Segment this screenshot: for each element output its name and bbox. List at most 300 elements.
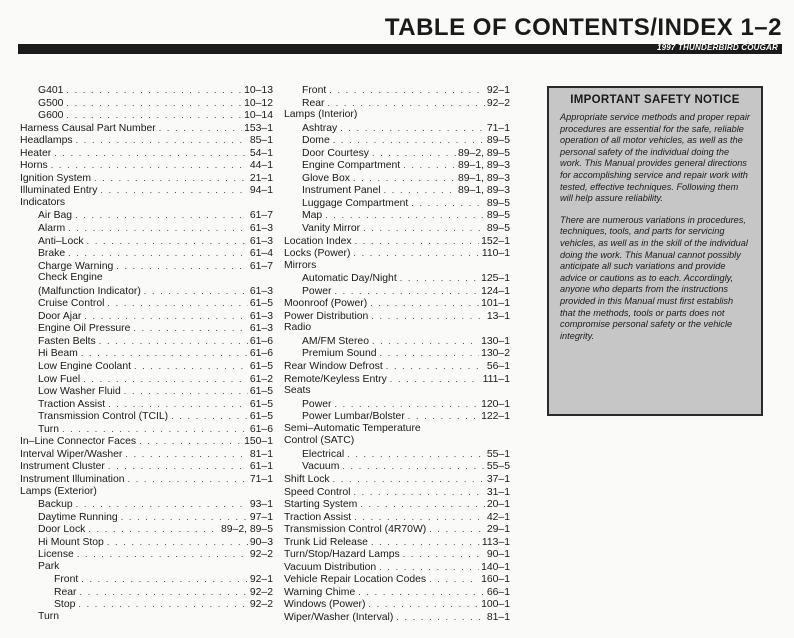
dot-leader	[76, 134, 248, 147]
dot-leader	[363, 222, 485, 235]
index-entry-label: Anti–Lock	[38, 235, 84, 247]
index-entry	[20, 473, 273, 486]
dot-leader	[371, 310, 485, 323]
index-entry-label: G401	[38, 85, 64, 96]
dot-leader	[68, 247, 248, 260]
index-entry-page: 93–1	[249, 499, 273, 511]
dot-leader	[99, 335, 248, 348]
dot-leader	[333, 134, 485, 147]
index-entry-page: 55–5	[486, 461, 510, 473]
index-entry-label: Warning Chime	[284, 586, 356, 598]
dot-leader	[353, 247, 479, 260]
dot-leader	[84, 310, 248, 323]
dot-leader	[68, 222, 248, 235]
index-entry	[284, 84, 510, 97]
index-entry	[20, 285, 273, 298]
dot-leader	[340, 122, 485, 135]
index-entry	[284, 272, 510, 285]
index-entry	[20, 398, 273, 411]
index-entry-label: Heater	[20, 147, 52, 159]
index-entry-label: Power	[302, 285, 332, 297]
index-entry-page: 97–1	[249, 511, 273, 523]
index-entry-label: Automatic Day/Night	[302, 273, 397, 285]
index-entry-page: 90–3	[249, 536, 273, 548]
index-entry-label: Starting System	[284, 499, 358, 511]
dot-leader	[107, 297, 247, 310]
index-entry	[284, 486, 510, 499]
index-entry-label: Power Distribution	[284, 310, 369, 322]
index-entry	[20, 235, 273, 248]
dot-leader	[133, 322, 247, 335]
index-entry-page: 61–5	[249, 398, 273, 410]
index-entry	[20, 272, 273, 285]
index-entry-page: 10–12	[244, 97, 273, 109]
index-entry	[20, 373, 273, 386]
dot-leader	[390, 373, 481, 386]
index-entry-label: Electrical	[302, 448, 345, 460]
index-entry-label: Ashtray	[302, 122, 338, 134]
index-entry-page: 89–1, 89–3	[457, 185, 510, 197]
index-entry	[20, 84, 273, 97]
index-entry-label: Turn	[38, 423, 59, 435]
index-entry-label: Traction Assist	[284, 511, 352, 523]
index-entry-page: 61–6	[249, 348, 273, 360]
dot-leader	[134, 360, 248, 373]
index-entry-label: Vacuum Distribution	[284, 561, 377, 573]
index-entry-label: Low Washer Fluid	[38, 386, 121, 398]
index-entry-page: 101–1	[481, 298, 510, 310]
dot-leader	[379, 561, 479, 574]
index-entry-label: Locks (Power)	[284, 248, 351, 260]
index-entry	[20, 322, 273, 335]
dot-leader	[329, 84, 485, 97]
index-entry-page: 31–1	[486, 486, 510, 498]
index-entry-label: Illuminated Entry	[20, 185, 98, 197]
index-entry-label: Speed Control	[284, 486, 351, 498]
dot-leader	[87, 235, 248, 248]
dot-leader	[429, 573, 479, 586]
index-entry-page: 81–1	[249, 448, 273, 460]
dot-leader	[334, 398, 479, 411]
dot-leader	[139, 435, 242, 448]
index-entry	[284, 172, 510, 185]
index-entry-label: Luggage Compartment	[302, 197, 409, 209]
index-entry-label: Windows (Power)	[284, 599, 366, 611]
index-entry	[284, 561, 510, 574]
index-entry	[20, 486, 273, 499]
index-entry-page: 89–1, 89–3	[457, 172, 510, 184]
index-entry-page: 61–4	[249, 248, 273, 260]
index-entry-label: Door Lock	[38, 524, 86, 536]
index-entry	[284, 122, 510, 135]
index-entry	[20, 222, 273, 235]
index-entry-label: Control (SATC)	[284, 435, 355, 447]
index-entry	[20, 122, 273, 135]
index-entry	[284, 448, 510, 461]
dot-leader	[159, 122, 242, 135]
index-entry-label: Horns	[20, 160, 48, 172]
index-entry	[20, 448, 273, 461]
index-entry-label: Backup	[38, 499, 73, 511]
vehicle-subtitle: 1997 THUNDERBIRD COUGAR	[656, 43, 778, 52]
index-entry-label: Rear	[302, 97, 325, 109]
dot-leader	[66, 97, 242, 110]
dot-leader	[75, 209, 248, 222]
index-entry-page: 61–6	[249, 335, 273, 347]
index-entry-label: Ignition System	[20, 172, 92, 184]
index-entry	[284, 297, 510, 310]
dot-leader	[81, 573, 248, 586]
index-entry	[284, 385, 510, 398]
index-entry-page: 55–1	[486, 448, 510, 460]
dot-leader	[77, 548, 248, 561]
index-entry-label: Hi Beam	[38, 348, 78, 360]
index-entry	[20, 347, 273, 360]
index-entry	[284, 260, 510, 273]
index-entry-label: Vacuum	[302, 461, 340, 473]
index-entry	[284, 435, 510, 448]
index-entry-page: 61–3	[249, 235, 273, 247]
index-entry-label: Charge Warning	[38, 260, 114, 272]
index-entry	[20, 335, 273, 348]
index-entry	[20, 310, 273, 323]
index-entry-page: 89–5	[486, 197, 510, 209]
index-entry	[284, 159, 510, 172]
index-entry-label: Trunk Lid Release	[284, 536, 368, 548]
index-entry-page: 61–5	[249, 361, 273, 373]
dot-leader	[78, 598, 248, 611]
index-entry-label: Mirrors	[284, 259, 317, 271]
index-entry	[20, 586, 273, 599]
index-entry-label: Stop	[54, 599, 76, 611]
index-entry	[20, 134, 273, 147]
dot-leader	[108, 460, 248, 473]
index-entry-page: 61–3	[249, 285, 273, 297]
index-entry	[284, 197, 510, 210]
index-entry	[20, 561, 273, 574]
dot-leader	[107, 536, 248, 549]
dot-leader	[396, 611, 485, 624]
dot-leader	[121, 511, 248, 524]
dot-leader	[88, 523, 219, 536]
index-entry-label: G500	[38, 97, 64, 109]
index-entry-page: 120–1	[481, 398, 510, 410]
index-entry-label: Brake	[38, 248, 66, 260]
safety-notice-paragraph-2: There are numerous variations in procedures, techniques, tools, and parts for servicing vehicles, as well as in the skill of the individual doing the work. This Manual cannot possibly anticipate all such variations and provide advice or cautions as to each. Accordingly, anyone who departs from the instructions provided in this Manual must first establish that the methods, tools or parts does not compromise personal safety or the vehicle integrity.	[560, 214, 748, 341]
index-entry-page: 140–1	[481, 561, 510, 573]
dot-leader	[384, 184, 456, 197]
index-entry	[284, 586, 510, 599]
index-entry-page: 122–1	[481, 411, 510, 423]
index-entry	[20, 511, 273, 524]
index-entry	[284, 335, 510, 348]
index-entry	[284, 373, 510, 386]
index-entry	[284, 536, 510, 549]
index-entry-page: 92–2	[486, 97, 510, 109]
index-entry-page: 89–5	[486, 223, 510, 235]
index-entry-label: Location Index	[284, 235, 352, 247]
index-entry-page: 61–5	[249, 411, 273, 423]
index-entry	[284, 498, 510, 511]
index-entry-label: Turn/Stop/Hazard Lamps	[284, 549, 400, 561]
index-entry	[20, 172, 273, 185]
index-entry	[284, 322, 510, 335]
dot-leader	[125, 448, 247, 461]
index-entry-label: Harness Causal Part Number	[20, 122, 156, 134]
index-entry-page: 150–1	[244, 436, 273, 448]
index-entry	[284, 460, 510, 473]
index-entry-label: Semi–Automatic Temperature	[284, 422, 421, 434]
index-entry-label: Check Engine	[38, 272, 103, 284]
safety-notice-paragraph-1: Appropriate service methods and proper repair procedures are essential for the safe, reliable operation of all motor vehicles, as well as the personal safety of the individual doing the work. This Manual provides general directions for accomplishing service and repair work with tested, effective techniques. Following them will help assure reliability.	[560, 112, 750, 204]
dot-leader	[80, 586, 248, 599]
index-entry	[284, 97, 510, 110]
index-entry-page: 61–7	[249, 260, 273, 272]
dot-leader	[358, 586, 485, 599]
index-entry-label: Instrument Illumination	[20, 473, 125, 485]
index-entry	[284, 548, 510, 561]
dot-leader	[360, 498, 485, 511]
dot-leader	[400, 272, 479, 285]
index-entry	[284, 109, 510, 122]
index-entry-label: Vanity Mirror	[302, 223, 361, 235]
index-entry-label: Instrument Cluster	[20, 461, 105, 473]
index-entry-label: Rear	[54, 586, 77, 598]
dot-leader	[128, 473, 248, 486]
index-entry-label: In–Line Connector Faces	[20, 436, 137, 448]
index-entry	[20, 159, 273, 172]
index-entry	[284, 473, 510, 486]
index-entry	[20, 410, 273, 423]
index-entry-page: 153–1	[244, 122, 273, 134]
index-entry-label: Headlamps	[20, 135, 73, 147]
index-entry-page: 81–1	[486, 611, 510, 623]
index-entry-label: Rear Window Defrost	[284, 361, 383, 373]
index-entry-label: Low Engine Coolant	[38, 361, 132, 373]
index-entry-label: Front	[302, 85, 327, 96]
index-entry	[20, 197, 273, 210]
dot-leader	[347, 448, 485, 461]
index-entry-page: 94–1	[249, 185, 273, 197]
index-entry-page: 61–3	[249, 310, 273, 322]
index-entry-page: 10–13	[244, 85, 273, 96]
dot-leader	[403, 159, 456, 172]
safety-notice-title: IMPORTANT SAFETY NOTICE	[570, 94, 740, 106]
index-entry	[284, 611, 510, 624]
index-entry-label: Alarm	[38, 223, 66, 235]
dot-leader	[328, 97, 485, 110]
dot-leader	[380, 347, 480, 360]
index-entry-label: Door Courtesy	[302, 147, 369, 159]
index-entry-label: Instrument Panel	[302, 185, 381, 197]
index-entry-page: 124–1	[481, 285, 510, 297]
index-entry	[20, 536, 273, 549]
dot-leader	[372, 147, 456, 160]
index-entry-page: 71–1	[486, 122, 510, 134]
index-entry	[284, 147, 510, 160]
dot-leader	[94, 172, 248, 185]
index-entry-page: 130–1	[481, 335, 510, 347]
dot-leader	[368, 598, 479, 611]
index-entry	[284, 410, 510, 423]
index-entry-label: Fasten Belts	[38, 335, 96, 347]
dot-leader	[54, 147, 248, 160]
index-entry	[20, 109, 273, 122]
index-entry	[284, 360, 510, 373]
index-entry-label: Lamps (Exterior)	[20, 485, 97, 497]
index-entry-label: Lamps (Interior)	[284, 109, 358, 121]
index-entry-label: G600	[38, 110, 64, 122]
index-entry-page: 71–1	[249, 473, 273, 485]
index-entry	[20, 523, 273, 536]
index-entry-page: 61–3	[249, 323, 273, 335]
index-entry-page: 61–6	[249, 423, 273, 435]
dot-leader	[100, 184, 247, 197]
header-rule	[18, 44, 782, 54]
dot-leader	[429, 523, 485, 536]
dot-leader	[386, 360, 485, 373]
index-entry-label: Door Ajar	[38, 310, 82, 322]
index-entry-page: 125–1	[481, 273, 510, 285]
dot-leader	[403, 548, 485, 561]
dot-leader	[353, 172, 456, 185]
index-entry	[284, 285, 510, 298]
index-entry-label: Cruise Control	[38, 298, 105, 310]
index-entry-page: 111–1	[482, 373, 510, 385]
index-entry-label: Turn	[38, 610, 59, 622]
index-entry	[284, 184, 510, 197]
index-entry-label: Air Bag	[38, 210, 73, 222]
index-entry-page: 21–1	[249, 172, 273, 184]
dot-leader	[371, 536, 480, 549]
index-entry-label: Engine Oil Pressure	[38, 323, 131, 335]
index-entry	[284, 398, 510, 411]
dot-leader	[342, 460, 485, 473]
index-entry-page: 92–2	[249, 586, 273, 598]
index-entry-page: 42–1	[486, 511, 510, 523]
index-entry	[20, 247, 273, 260]
index-entry-page: 61–5	[249, 386, 273, 398]
index-entry-page: 61–7	[249, 210, 273, 222]
index-entry-page: 20–1	[486, 499, 510, 511]
dot-leader	[354, 511, 485, 524]
index-entry-label: Interval Wiper/Washer	[20, 448, 123, 460]
index-entry	[20, 209, 273, 222]
index-entry-label: Remote/Keyless Entry	[284, 373, 387, 385]
dot-leader	[353, 486, 484, 499]
index-entry-label: Moonroof (Power)	[284, 298, 368, 310]
index-entry-label: Daytime Running	[38, 511, 118, 523]
index-entry-page: 89–5	[486, 210, 510, 222]
dot-leader	[116, 260, 248, 273]
index-entry-label: Shift Lock	[284, 473, 330, 485]
dot-leader	[334, 285, 479, 298]
index-entry	[284, 310, 510, 323]
dot-leader	[83, 373, 248, 386]
index-entry	[20, 460, 273, 473]
index-entry-label: Transmission Control (TCIL)	[38, 411, 169, 423]
index-entry	[20, 147, 273, 160]
index-entry-page: 61–5	[249, 298, 273, 310]
index-entry-page: 92–2	[249, 549, 273, 561]
index-entry-page: 100–1	[481, 599, 510, 611]
index-entry-page: 152–1	[481, 235, 510, 247]
index-entry-page: 92–1	[486, 85, 510, 96]
index-entry	[20, 297, 273, 310]
dot-leader	[51, 159, 248, 172]
index-entry	[20, 184, 273, 197]
index-entry-page: 85–1	[249, 135, 273, 147]
index-entry-label: Traction Assist	[38, 398, 106, 410]
index-entry-label: Indicators	[20, 196, 66, 208]
index-entry-label: (Malfunction Indicator)	[38, 285, 141, 297]
index-entry-page: 61–2	[249, 373, 273, 385]
index-entry-label: Hi Mount Stop	[38, 536, 104, 548]
index-entry	[20, 611, 273, 624]
dot-leader	[171, 410, 248, 423]
index-entry-page: 66–1	[486, 586, 510, 598]
dot-leader	[370, 297, 479, 310]
dot-leader	[124, 385, 248, 398]
index-entry-page: 29–1	[486, 524, 510, 536]
index-entry	[284, 573, 510, 586]
index-entry-page: 130–2	[481, 348, 510, 360]
index-entry-label: Radio	[284, 322, 312, 334]
index-entry-label: Low Fuel	[38, 373, 81, 385]
index-entry	[284, 598, 510, 611]
index-entry-label: License	[38, 549, 74, 561]
index-entry-page: 56–1	[486, 361, 510, 373]
index-entry-label: Front	[54, 574, 79, 586]
dot-leader	[355, 235, 480, 248]
index-entry-label: Dome	[302, 135, 330, 147]
index-column-middle	[284, 84, 510, 624]
index-entry-label: Glove Box	[302, 172, 350, 184]
index-entry	[284, 511, 510, 524]
index-entry	[284, 523, 510, 536]
dot-leader	[108, 398, 248, 411]
index-entry	[20, 573, 273, 586]
index-entry-label: Seats	[284, 385, 311, 397]
index-entry-label: Map	[302, 210, 323, 222]
index-entry	[20, 97, 273, 110]
index-entry	[284, 222, 510, 235]
dot-leader	[76, 498, 248, 511]
index-entry-label: Park	[38, 560, 60, 572]
dot-leader	[66, 109, 242, 122]
index-entry-page: 89–2, 89–5	[220, 524, 273, 536]
index-entry-label: Premium Sound	[302, 348, 377, 360]
index-entry	[20, 385, 273, 398]
index-entry-label: Power Lumbar/Bolster	[302, 411, 405, 423]
dot-leader	[81, 347, 248, 360]
index-entry-page: 44–1	[249, 160, 273, 172]
index-entry-page: 90–1	[486, 549, 510, 561]
index-column-left	[20, 84, 273, 624]
index-entry-page: 37–1	[486, 473, 510, 485]
index-entry-page: 61–1	[249, 461, 273, 473]
dot-leader	[411, 197, 485, 210]
index-entry-page: 92–2	[249, 599, 273, 611]
index-entry-page: 54–1	[249, 147, 273, 159]
index-entry	[284, 247, 510, 260]
index-entry-page: 89–1, 89–3	[457, 160, 510, 172]
index-entry-page: 89–2, 89–5	[457, 147, 510, 159]
index-entry	[284, 347, 510, 360]
index-entry	[284, 235, 510, 248]
index-entry	[20, 435, 273, 448]
index-entry-page: 92–1	[249, 574, 273, 586]
